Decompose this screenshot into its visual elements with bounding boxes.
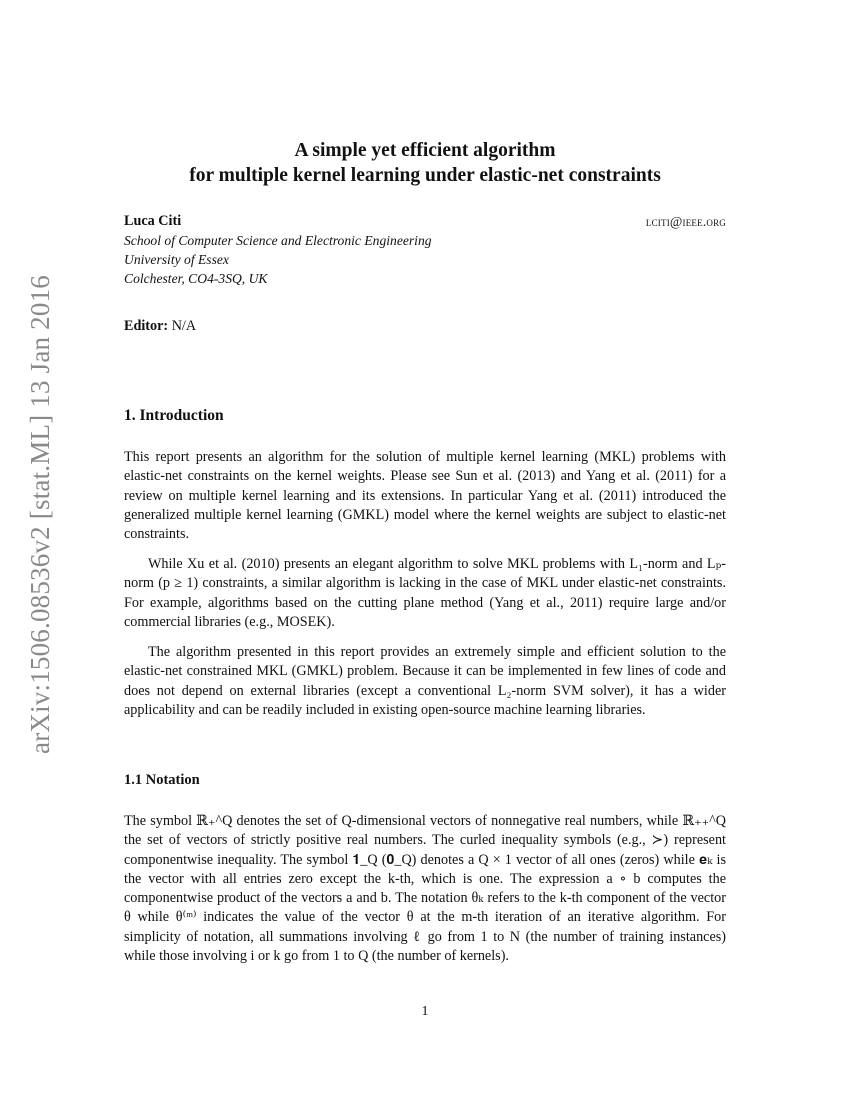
introduction-heading: 1. Introduction bbox=[124, 407, 224, 424]
affiliation-line-2: University of Essex bbox=[124, 252, 229, 267]
arxiv-stamp bbox=[20, 264, 60, 764]
title-line-1: A simple yet efficient algorithm bbox=[294, 140, 556, 161]
notation-heading: 1.1 Notation bbox=[124, 772, 200, 788]
affiliation-line-1: School of Computer Science and Electronic Engineering bbox=[124, 233, 432, 248]
editor-label: Editor: bbox=[124, 318, 169, 334]
author-email: lciti@ieee.org bbox=[645, 214, 726, 229]
notation-paragraph: The symbol ℝ₊^Q denotes the set of Q-dimensional vectors of nonnegative real numbers, while ℝ₊₊^Q the set of vectors of strictly positive real numbers. The curled inequality symbols (e.g., ≻) represent componentwise inequality. The symbol 𝟏_Q (𝟎_Q) denotes a Q × 1 vector of all ones (zeros) while 𝐞ₖ is the vector with all entries zero except the k-th, which is one. The expression a ∘ b computes the componentwise product of the vectors a and b. The notation θₖ refers to the k-th component of the vector θ while θ⁽ᵐ⁾ indicates the value of the vector θ at the m-th iteration of an iterative algorithm. For simplicity of notation, all summations involving ℓ go from 1 to N (the number of training instances) while those involving i or k go from 1 to Q (the number of kernels). bbox=[124, 813, 726, 965]
editor-value: N/A bbox=[171, 318, 197, 334]
intro-paragraph-3: The algorithm presented in this report provides an extremely simple and efficient solution to the elastic-net constrained MKL (GMKL) problem. Because it can be implemented in few lines of code and does not depend on external libraries (except a conventional L₂-norm SVM solver), it has a wider applicability and can be readily included in existing open-source machine learning libraries. bbox=[124, 644, 726, 718]
author-name: Luca Citi bbox=[124, 213, 182, 229]
editor-line bbox=[124, 318, 196, 335]
intro-paragraph-1: This report presents an algorithm for the solution of multiple kernel learning (MKL) problems with elastic-net constraints on the kernel weights. Please see Sun et al. (2013) and Yang et al. (2011) for a review on multiple kernel learning and its extensions. In particular Yang et al. (2011) introduced the generalized multiple kernel learning (GMKL) model where the kernel weights are subject to elastic-net constraints. bbox=[124, 449, 726, 543]
arxiv-stamp-text: arXiv:1506.08536v2 [stat.ML] 13 Jan 2016 bbox=[24, 274, 55, 754]
affiliation-line-3: Colchester, CO4-3SQ, UK bbox=[124, 271, 268, 286]
page-number: 1 bbox=[421, 1004, 429, 1019]
paper-title bbox=[124, 138, 726, 188]
title-line-2: for multiple kernel learning under elastic-net constraints bbox=[189, 165, 661, 186]
intro-paragraph-2: While Xu et al. (2010) presents an elegant algorithm to solve MKL problems with L₁-norm and Lₚ-norm (p ≥ 1) constraints, a similar algorithm is lacking in the case of MKL under elastic-net constraints. For example, algorithms based on the cutting plane method (Yang et al., 2011) require large and/or commercial libraries (e.g., MOSEK). bbox=[124, 556, 726, 630]
author-block bbox=[124, 212, 726, 288]
